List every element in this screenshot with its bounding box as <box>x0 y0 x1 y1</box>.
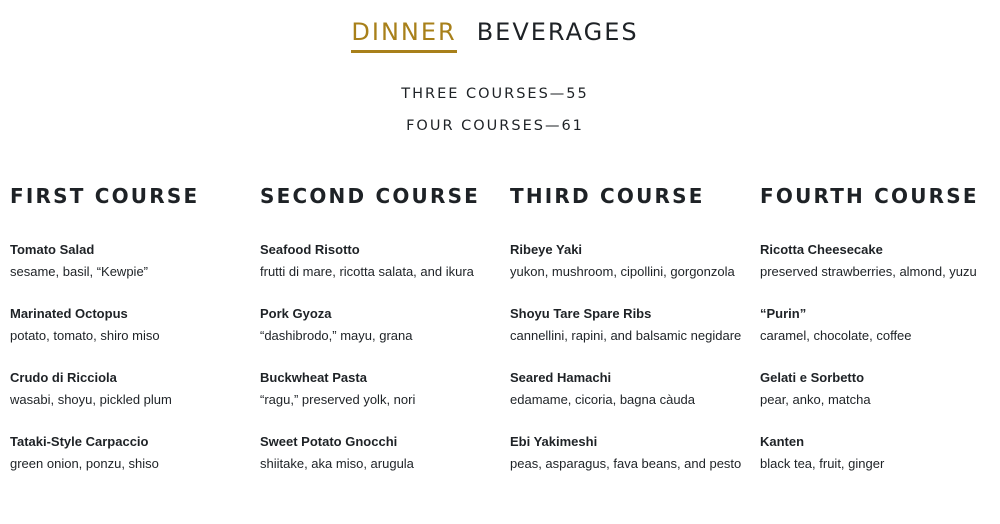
course-title: FIRST COURSE <box>10 184 200 208</box>
dish-name: Ebi Yakimeshi <box>510 434 598 449</box>
price-three-courses: THREE COURSES—55 <box>401 86 589 102</box>
course-column-second <box>260 184 510 495</box>
course-title: THIRD COURSE <box>510 184 705 208</box>
course-column-fourth <box>760 184 1000 495</box>
dish-name: Pork Gyoza <box>260 306 332 321</box>
menu-item <box>10 239 242 283</box>
dish-description: preserved strawberries, almond, yuzu <box>760 264 977 279</box>
course-title: SECOND COURSE <box>260 184 481 208</box>
dish-description: potato, tomato, shiro miso <box>10 328 160 343</box>
dish-name: Buckwheat Pasta <box>260 370 367 385</box>
price-four-courses: FOUR COURSES—61 <box>406 118 584 134</box>
dish-description: frutti di mare, ricotta salata, and ikura <box>260 264 474 279</box>
dish-description: pear, anko, matcha <box>760 392 871 407</box>
dish-description: green onion, ponzu, shiso <box>10 456 159 471</box>
dish-description: black tea, fruit, ginger <box>760 456 885 471</box>
dish-name: Shoyu Tare Spare Ribs <box>510 306 652 321</box>
dish-name: Sweet Potato Gnocchi <box>260 434 398 449</box>
dish-description: “ragu,” preserved yolk, nori <box>260 392 416 407</box>
menu-item <box>260 431 492 475</box>
dish-name: Tataki-Style Carpaccio <box>10 434 149 449</box>
menu-item <box>10 303 242 347</box>
dish-name: Gelati e Sorbetto <box>760 370 865 385</box>
menu-item <box>760 367 992 411</box>
course-title: FOURTH COURSE <box>760 184 979 208</box>
dish-description: peas, asparagus, fava beans, and pesto <box>510 456 742 471</box>
menu-tabs <box>0 14 990 53</box>
menu-item <box>260 367 492 411</box>
menu-item <box>510 239 742 283</box>
dish-name: Seared Hamachi <box>510 370 612 385</box>
menu-item <box>10 431 242 475</box>
tab-dinner[interactable]: DINNER <box>351 14 456 53</box>
menu-item <box>10 367 242 411</box>
menu-item <box>760 431 992 475</box>
dish-name: Tomato Salad <box>10 242 95 257</box>
dish-description: cannellini, rapini, and balsamic negidare <box>510 328 742 343</box>
dish-name: Ricotta Cheesecake <box>760 242 883 257</box>
menu-item <box>260 239 492 283</box>
dish-name: Crudo di Ricciola <box>10 370 117 385</box>
dish-description: caramel, chocolate, coffee <box>760 328 912 343</box>
dish-description: “dashibrodo,” mayu, grana <box>260 328 413 343</box>
dish-description: yukon, mushroom, cipollini, gorgonzola <box>510 264 735 279</box>
dish-name: Kanten <box>760 434 805 449</box>
dish-name: Ribeye Yaki <box>510 242 583 257</box>
course-column-third <box>510 184 760 495</box>
course-columns <box>10 184 1000 495</box>
menu-item <box>510 303 742 347</box>
menu-item <box>260 303 492 347</box>
menu-item <box>760 239 992 283</box>
dish-description: wasabi, shoyu, pickled plum <box>10 392 172 407</box>
menu-item <box>760 303 992 347</box>
menu-item <box>510 431 742 475</box>
course-column-first <box>10 184 260 495</box>
dish-description: shiitake, aka miso, arugula <box>260 456 414 471</box>
menu-item <box>510 367 742 411</box>
pricing-block <box>0 78 990 142</box>
dish-name: “Purin” <box>760 306 807 321</box>
tab-beverages[interactable]: BEVERAGES <box>476 18 639 46</box>
dish-description: edamame, cicoria, bagna càuda <box>510 392 696 407</box>
dish-name: Seafood Risotto <box>260 242 360 257</box>
dish-name: Marinated Octopus <box>10 306 128 321</box>
dish-description: sesame, basil, “Kewpie” <box>10 264 148 279</box>
